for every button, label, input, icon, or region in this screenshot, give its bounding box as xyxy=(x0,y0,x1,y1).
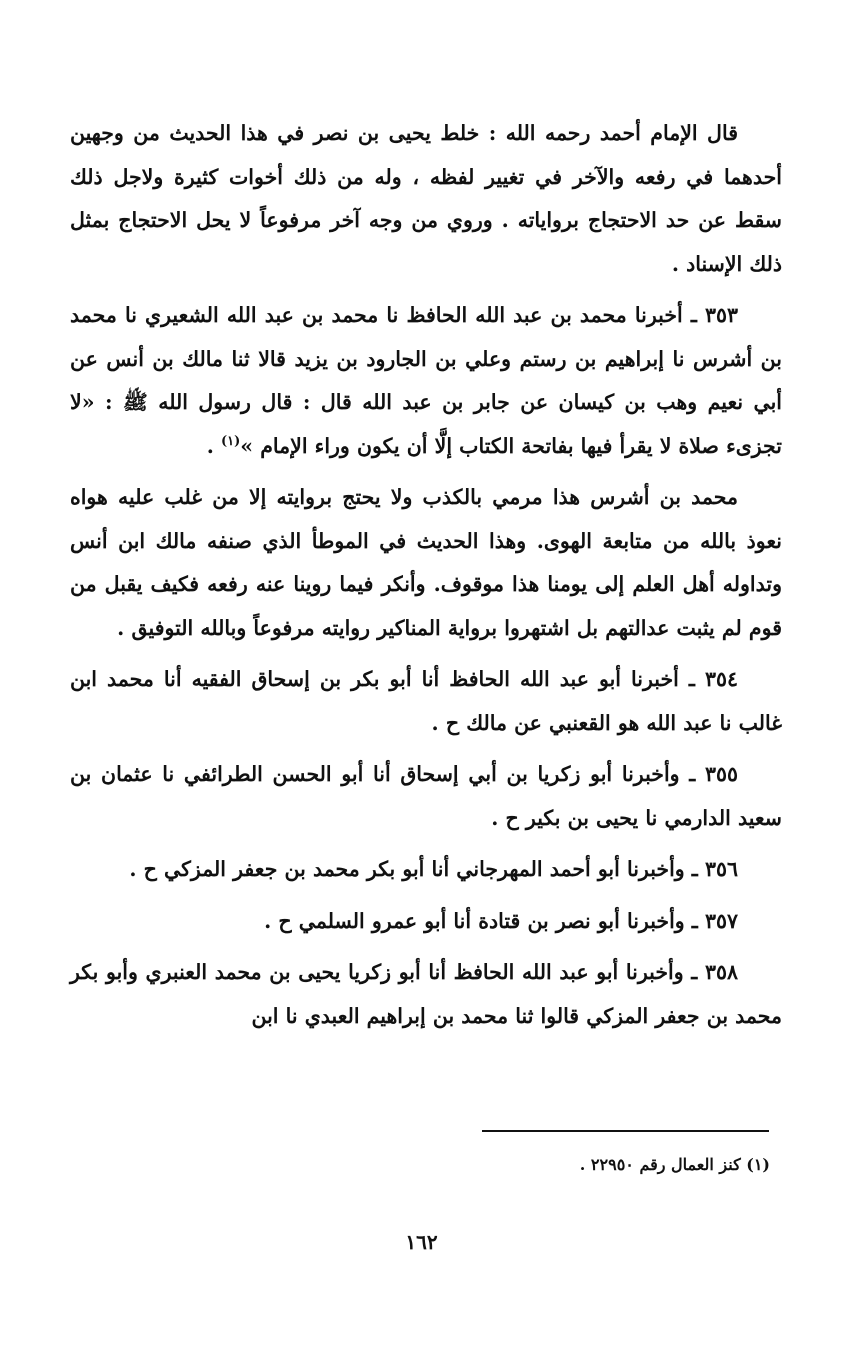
footnote-1: (١) كنز العمال رقم ٢٢٩٥٠ . xyxy=(579,1155,770,1174)
footnote-divider xyxy=(482,1130,769,1132)
paragraph-hadith-356: ٣٥٦ ـ وأخبرنا أبو أحمد المهرجاني أنا أبو بكر محمد بن جعفر المزكي ح . xyxy=(129,857,738,881)
main-text xyxy=(70,112,782,1038)
footnote-reference: (١) xyxy=(220,433,241,449)
paragraph-hadith-358: ٣٥٨ ـ وأخبرنا أبو عبد الله الحافظ أنا أبو زكريا يحيى بن محمد العنبري وأبو بكر محمد بن جعفر المزكي قالوا ثنا محمد بن إبراهيم العبدي نا ابن xyxy=(70,960,782,1028)
hadith-353-text: ٣٥٣ ـ أخبرنا محمد بن عبد الله الحافظ نا محمد بن عبد الله الشعيري نا محمد بن أشرس نا إبراهيم بن رستم وعلي بن الجارود بن يزيد قالا ثنا مالك بن أنس عن أبي نعيم وهب بن كيسان عن جابر بن عبد الله قال : قال رسول الله ﷺ : «لا تجزىء صلاة لا يقرأ فيها بفاتحة الكتاب إلَّا أن يكون وراء الإمام » xyxy=(70,303,782,458)
paragraph-hadith-354: ٣٥٤ ـ أخبرنا أبو عبد الله الحافظ أنا أبو بكر بن إسحاق الفقيه أنا محمد ابن غالب نا عبد الله هو القعنبي عن مالك ح . xyxy=(70,667,782,735)
hadith-353-tail: . xyxy=(206,433,221,458)
paragraph-hadith-357: ٣٥٧ ـ وأخبرنا أبو نصر بن قتادة أنا أبو عمرو السلمي ح . xyxy=(264,908,738,933)
paragraph-commentary-1: قال الإمام أحمد رحمه الله : خلط يحيى بن نصر في هذا الحديث من وجهين أحدهما في رفعه والآخر في تغيير لفظه ، وله من ذلك أخوات كثيرة ولاجل ذلك سقط عن حد الاحتجاج برواياته . وروي من وجه آخر مرفوعاً لا يحل الاحتجاج بمثل ذلك الإسناد . xyxy=(70,121,782,276)
paragraph-hadith-353 xyxy=(70,294,782,468)
page-number: ١٦٢ xyxy=(405,1230,438,1254)
paragraph-commentary-2: محمد بن أشرس هذا مرمي بالكذب ولا يحتج بروايته إلا من غلب عليه هواه نعوذ بالله من متابعة الهوى. وهذا الحديث في الموطأ الذي صنفه مالك ابن أنس وتداوله أهل العلم إلى يومنا هذا موقوف. وأنكر فيما روينا عنه رفعه فكيف يقبل من قوم لم يثبت عدالتهم بل اشتهروا برواية المناكير روايته مرفوعاً وبالله التوفيق . xyxy=(70,485,782,640)
footnotes xyxy=(70,1152,770,1178)
paragraph-hadith-355: ٣٥٥ ـ وأخبرنا أبو زكريا بن أبي إسحاق أنا أبو الحسن الطرائفي نا عثمان بن سعيد الدارمي نا يحيى بن بكير ح . xyxy=(70,762,782,830)
